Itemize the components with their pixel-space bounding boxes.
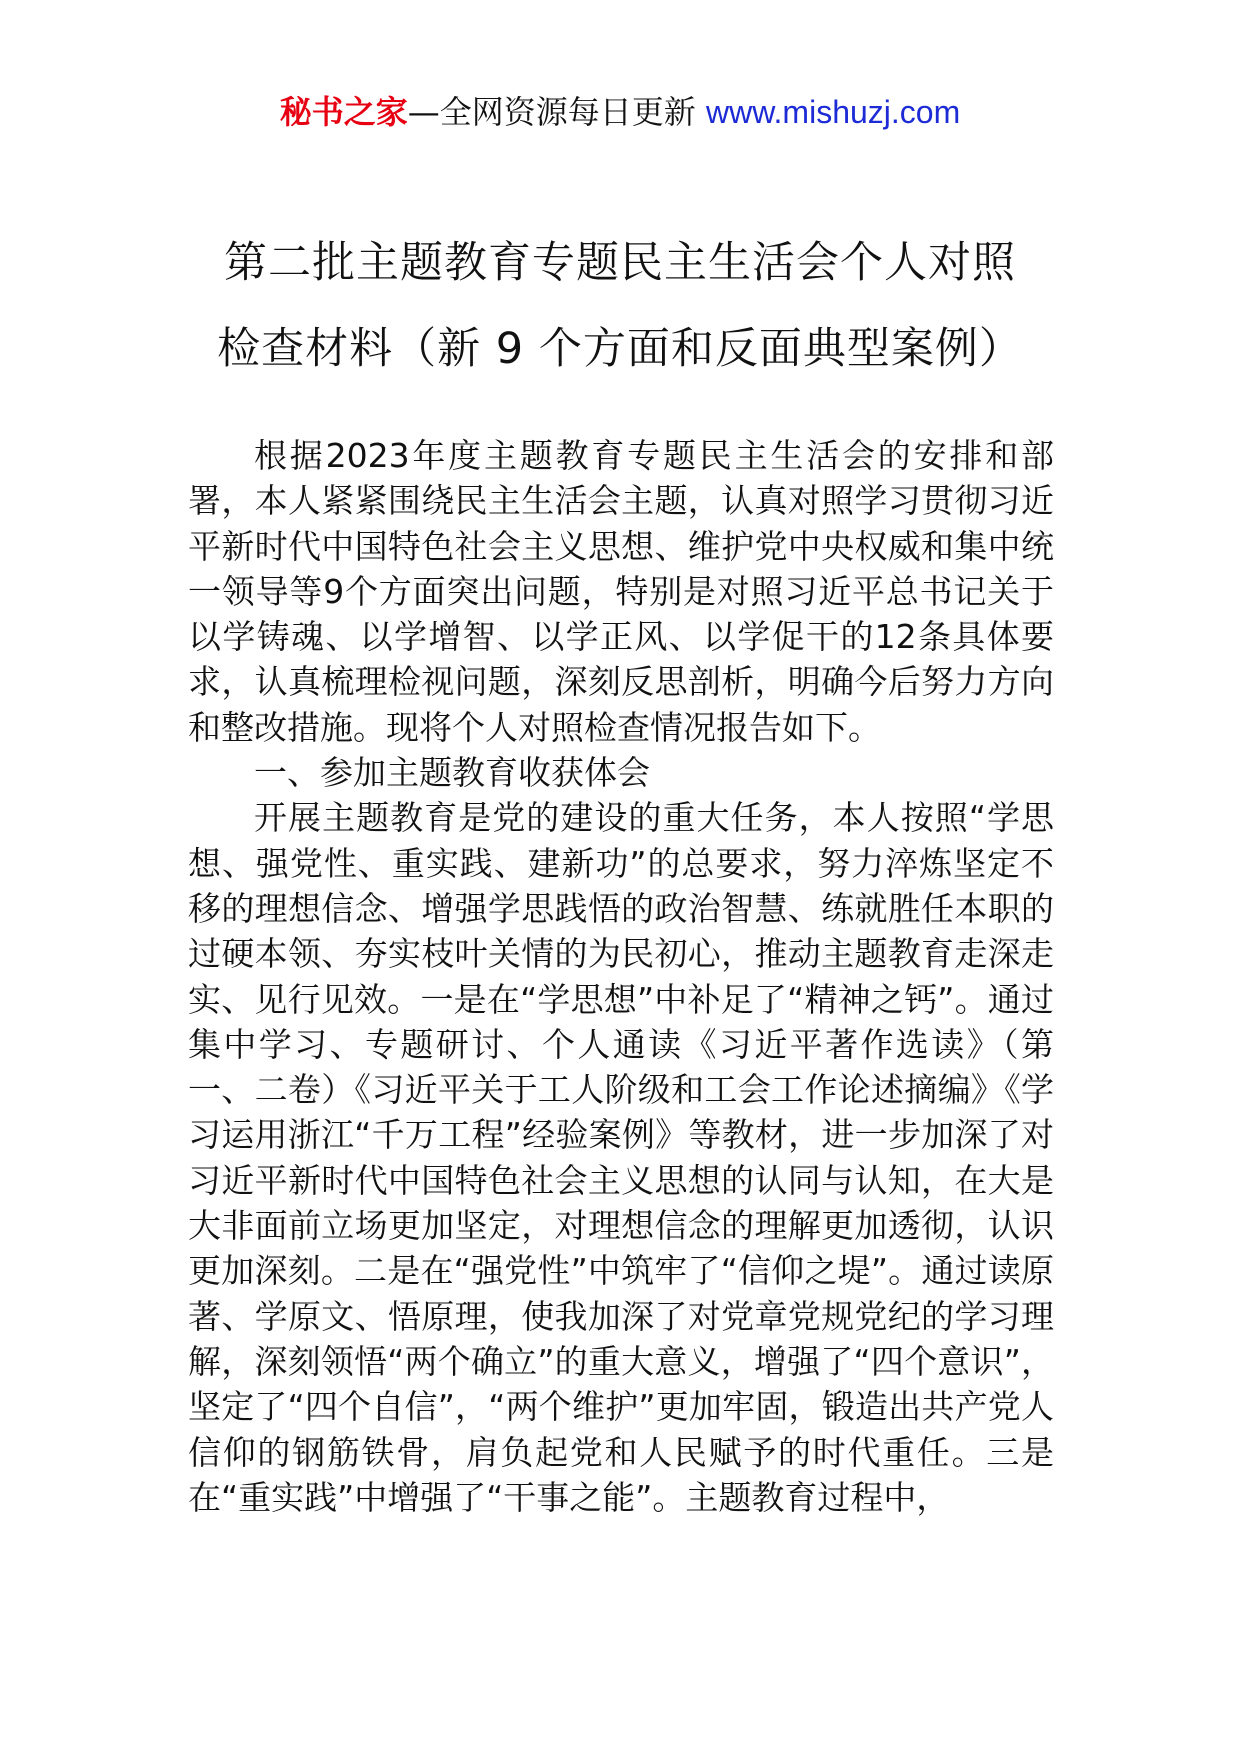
site-brand: 秘书之家 bbox=[279, 93, 408, 131]
site-tagline: —全网资源每日更新 bbox=[407, 93, 696, 131]
site-header bbox=[0, 92, 1240, 132]
document-title-line-1: 第二批主题教育专题民主生活会个人对照 bbox=[224, 238, 1016, 288]
intro-paragraph: 根据2023年度主题教育专题民主生活会的安排和部署，本人紧紧围绕民主生活会主题，认真对照学习贯彻习近平新时代中国特色社会主义思想、维护党中央权威和集中统一领导等9个方面突出问题，特别是对照习近平总书记关于以学铸魂、以学增智、以学正风、以学促干的12条具体要求，认真梳理检视问题，深刻反思剖析，明确今后努力方向和整改措施。现将个人对照检查情况报告如下。 bbox=[188, 436, 1054, 747]
document-title bbox=[180, 220, 1060, 392]
document-body bbox=[188, 433, 1054, 1520]
site-url-link[interactable]: www.mishuzj.com bbox=[705, 94, 961, 130]
body-paragraph: 开展主题教育是党的建设的重大任务，本人按照“学思想、强党性、重实践、建新功”的总要求，努力淬炼坚定不移的理想信念、增强学思践悟的政治智慧、练就胜任本职的过硬本领、夯实枝叶关情的为民初心，推动主题教育走深走实、见行见效。一是在“学思想”中补足了“精神之钙”。通过集中学习、专题研讨、个人通读《习近平著作选读》（第一、二卷）《习近平关于工人阶级和工会工作论述摘编》《学习运用浙江“千万工程”经验案例》等教材，进一步加深了对习近平新时代中国特色社会主义思想的认同与认知，在大是大非面前立场更加坚定，对理想信念的理解更加透彻，认识更加深刻。二是在“强党性”中筑牢了“信仰之堤”。通过读原著、学原文、悟原理，使我加深了对党章党规党纪的学习理解，深刻领悟“两个确立”的重大意义，增强了“四个意识”，坚定了“四个自信”，“两个维护”更加牢固，锻造出共产党人信仰的钢筋铁骨，肩负起党和人民赋予的时代重任。三是在“重实践”中增强了“干事之能”。主题教育过程中， bbox=[188, 798, 1054, 1517]
document-title-line-2: 检查材料（新 9 个方面和反面典型案例） bbox=[217, 324, 1023, 374]
section-heading: 一、参加主题教育收获体会 bbox=[254, 753, 650, 793]
